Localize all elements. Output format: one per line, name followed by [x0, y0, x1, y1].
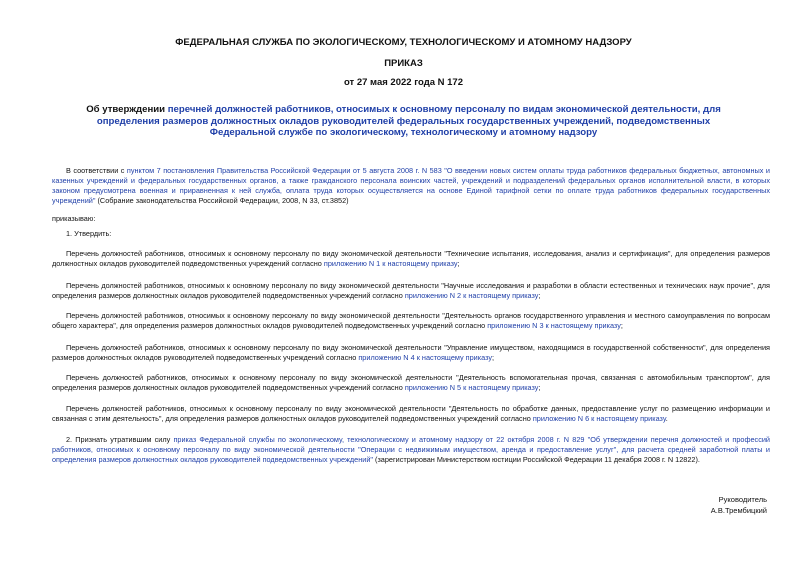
approve-line: 1. Утвердить:: [66, 229, 112, 238]
title-link[interactable]: перечней должностей работников, относимых к основному персоналу по видам экономической деятельности, для определения размеров должностных окладов руководителей федеральных государственных учреждений, подведомственных Федеральной службе по экологическому, технологическому и атомному надзору: [96, 104, 721, 138]
preamble-paragraph: [52, 166, 770, 206]
appendix-link-6[interactable]: приложению N 6 к настоящему приказу: [532, 414, 666, 423]
title-prefix: Об утверждении: [86, 104, 168, 115]
list-item: Перечень должностей работников, относимых к основному персоналу по виду экономической деятельности "Управление имуществом, находящимся в государственной собственности", для определения размеров должностных окладов руководителей подведомственных учреждений согласно приложению N 4 к настоящему приказу;: [52, 343, 770, 362]
appendix-link-3[interactable]: приложению N 3 к настоящему приказу: [487, 321, 621, 330]
appendix-link-2[interactable]: приложению N 2 к настоящему приказу: [404, 291, 539, 300]
appendix-link-4[interactable]: приложению N 4 к настоящему приказу: [358, 353, 492, 362]
list-item: Перечень должностей работников, относимых к основному персоналу по виду экономической деятельности "Научные исследования и разработки в области естественных и технических наук прочие", для определения размеров должностных окладов руководителей подведомственных учреждений согласно приложению N 2 к настоящему приказу;: [52, 281, 770, 300]
list-item: Перечень должностей работников, относимых к основному персоналу по виду экономической деятельности "Деятельность по обработке данных, предоставление услуг по размещению информации и связанная с этим деятельность", для определения размеров должностных окладов руководителей подведомственных учреждений согласно приложению N 6 к настоящему приказу.: [52, 404, 770, 423]
item-2-paragraph: 2. Признать утратившим силу приказ Федеральной службы по экологическому, технологическому и атомному надзору от 22 октября 2008 г. N 829 "Об утверждении перечня должностей и профессий работников, относимых к основному персоналу по виду экономической деятельности "Операции с недвижимым имуществом, аренда и предоставление услуг", для расчета средней заработной платы и определения размеров должностных окладов руководителей подведомственных учреждений" (зарегистрирован Министерством юстиции Российской Федерации 11 декабря 2008 г. N 12822).: [52, 435, 771, 464]
preamble-source: (Собрание законодательства Российской Федерации, 2008, N 33, ст.3852): [95, 196, 349, 205]
list-item: Перечень должностей работников, относимых к основному персоналу по виду экономической деятельности "Деятельность вспомогательная прочая, связанная с автомобильным транспортом", для определения размеров должностных окладов руководителей подведомственных учреждений согласно приложению N 5 к настоящему приказу;: [52, 373, 770, 392]
agency-heading: ФЕДЕРАЛЬНАЯ СЛУЖБА ПО ЭКОЛОГИЧЕСКОМУ, ТЕХНОЛОГИЧЕСКОМУ И АТОМНОМУ НАДЗОРУ: [175, 37, 632, 48]
document-title: [70, 104, 737, 139]
list-item: Перечень должностей работников, относимых к основному персоналу по виду экономической деятельности "Деятельность органов государственного управления и местного самоуправления по вопросам общего характера", для определения размеров должностных окладов руководителей подведомственных учреждений согласно приложению N 3 к настоящему приказу;: [52, 311, 770, 330]
revoked-order-link[interactable]: приказ Федеральной службы по экологическому, технологическому и атомному надзору от 22 октября 2008 г. N 829 "Об утверждении перечня должностей и профессий работников, относимых к основному персоналу по виду экономической деятельности "Операции с недвижимым имуществом, аренда и предоставление услуг", для расчета средней заработной платы и определения размеров должностных окладов руководителей подведомственных учреждений": [52, 435, 771, 464]
doc-type-heading: ПРИКАЗ: [384, 58, 423, 69]
orders-line: приказываю:: [52, 214, 96, 223]
appendix-link-1[interactable]: приложению N 1 к настоящему приказу: [323, 259, 458, 268]
preamble-text: В соответствии с: [66, 166, 127, 175]
appendix-link-5[interactable]: приложению N 5 к настоящему приказу: [404, 383, 539, 392]
preamble-link[interactable]: пунктом 7 постановления Правительства Российской Федерации от 5 августа 2008 г. N 583 "О введении новых систем оплаты труда работников федеральных бюджетных, автономных и казенных учреждений и федеральных государственных органов, а также гражданского персонала воинских частей, учреждений и подразделений федеральных органов исполнительной власти, в которых законом предусмотрена военная и приравненная к ней служба, оплата труда которых осуществляется на основе Единой тарифной сетки по оплате труда работников федеральных государственных учреждений": [52, 166, 771, 205]
signature-name: А.В.Трембицкий: [710, 506, 767, 515]
list-item: Перечень должностей работников, относимых к основному персоналу по виду экономической деятельности "Технические испытания, исследования, анализ и сертификация", для определения размеров должностных окладов руководителей подведомственных учреждений согласно приложению N 1 к настоящему приказу;: [52, 249, 770, 268]
date-number: от 27 мая 2022 года N 172: [343, 77, 464, 88]
signature-position: Руководитель: [718, 495, 767, 504]
